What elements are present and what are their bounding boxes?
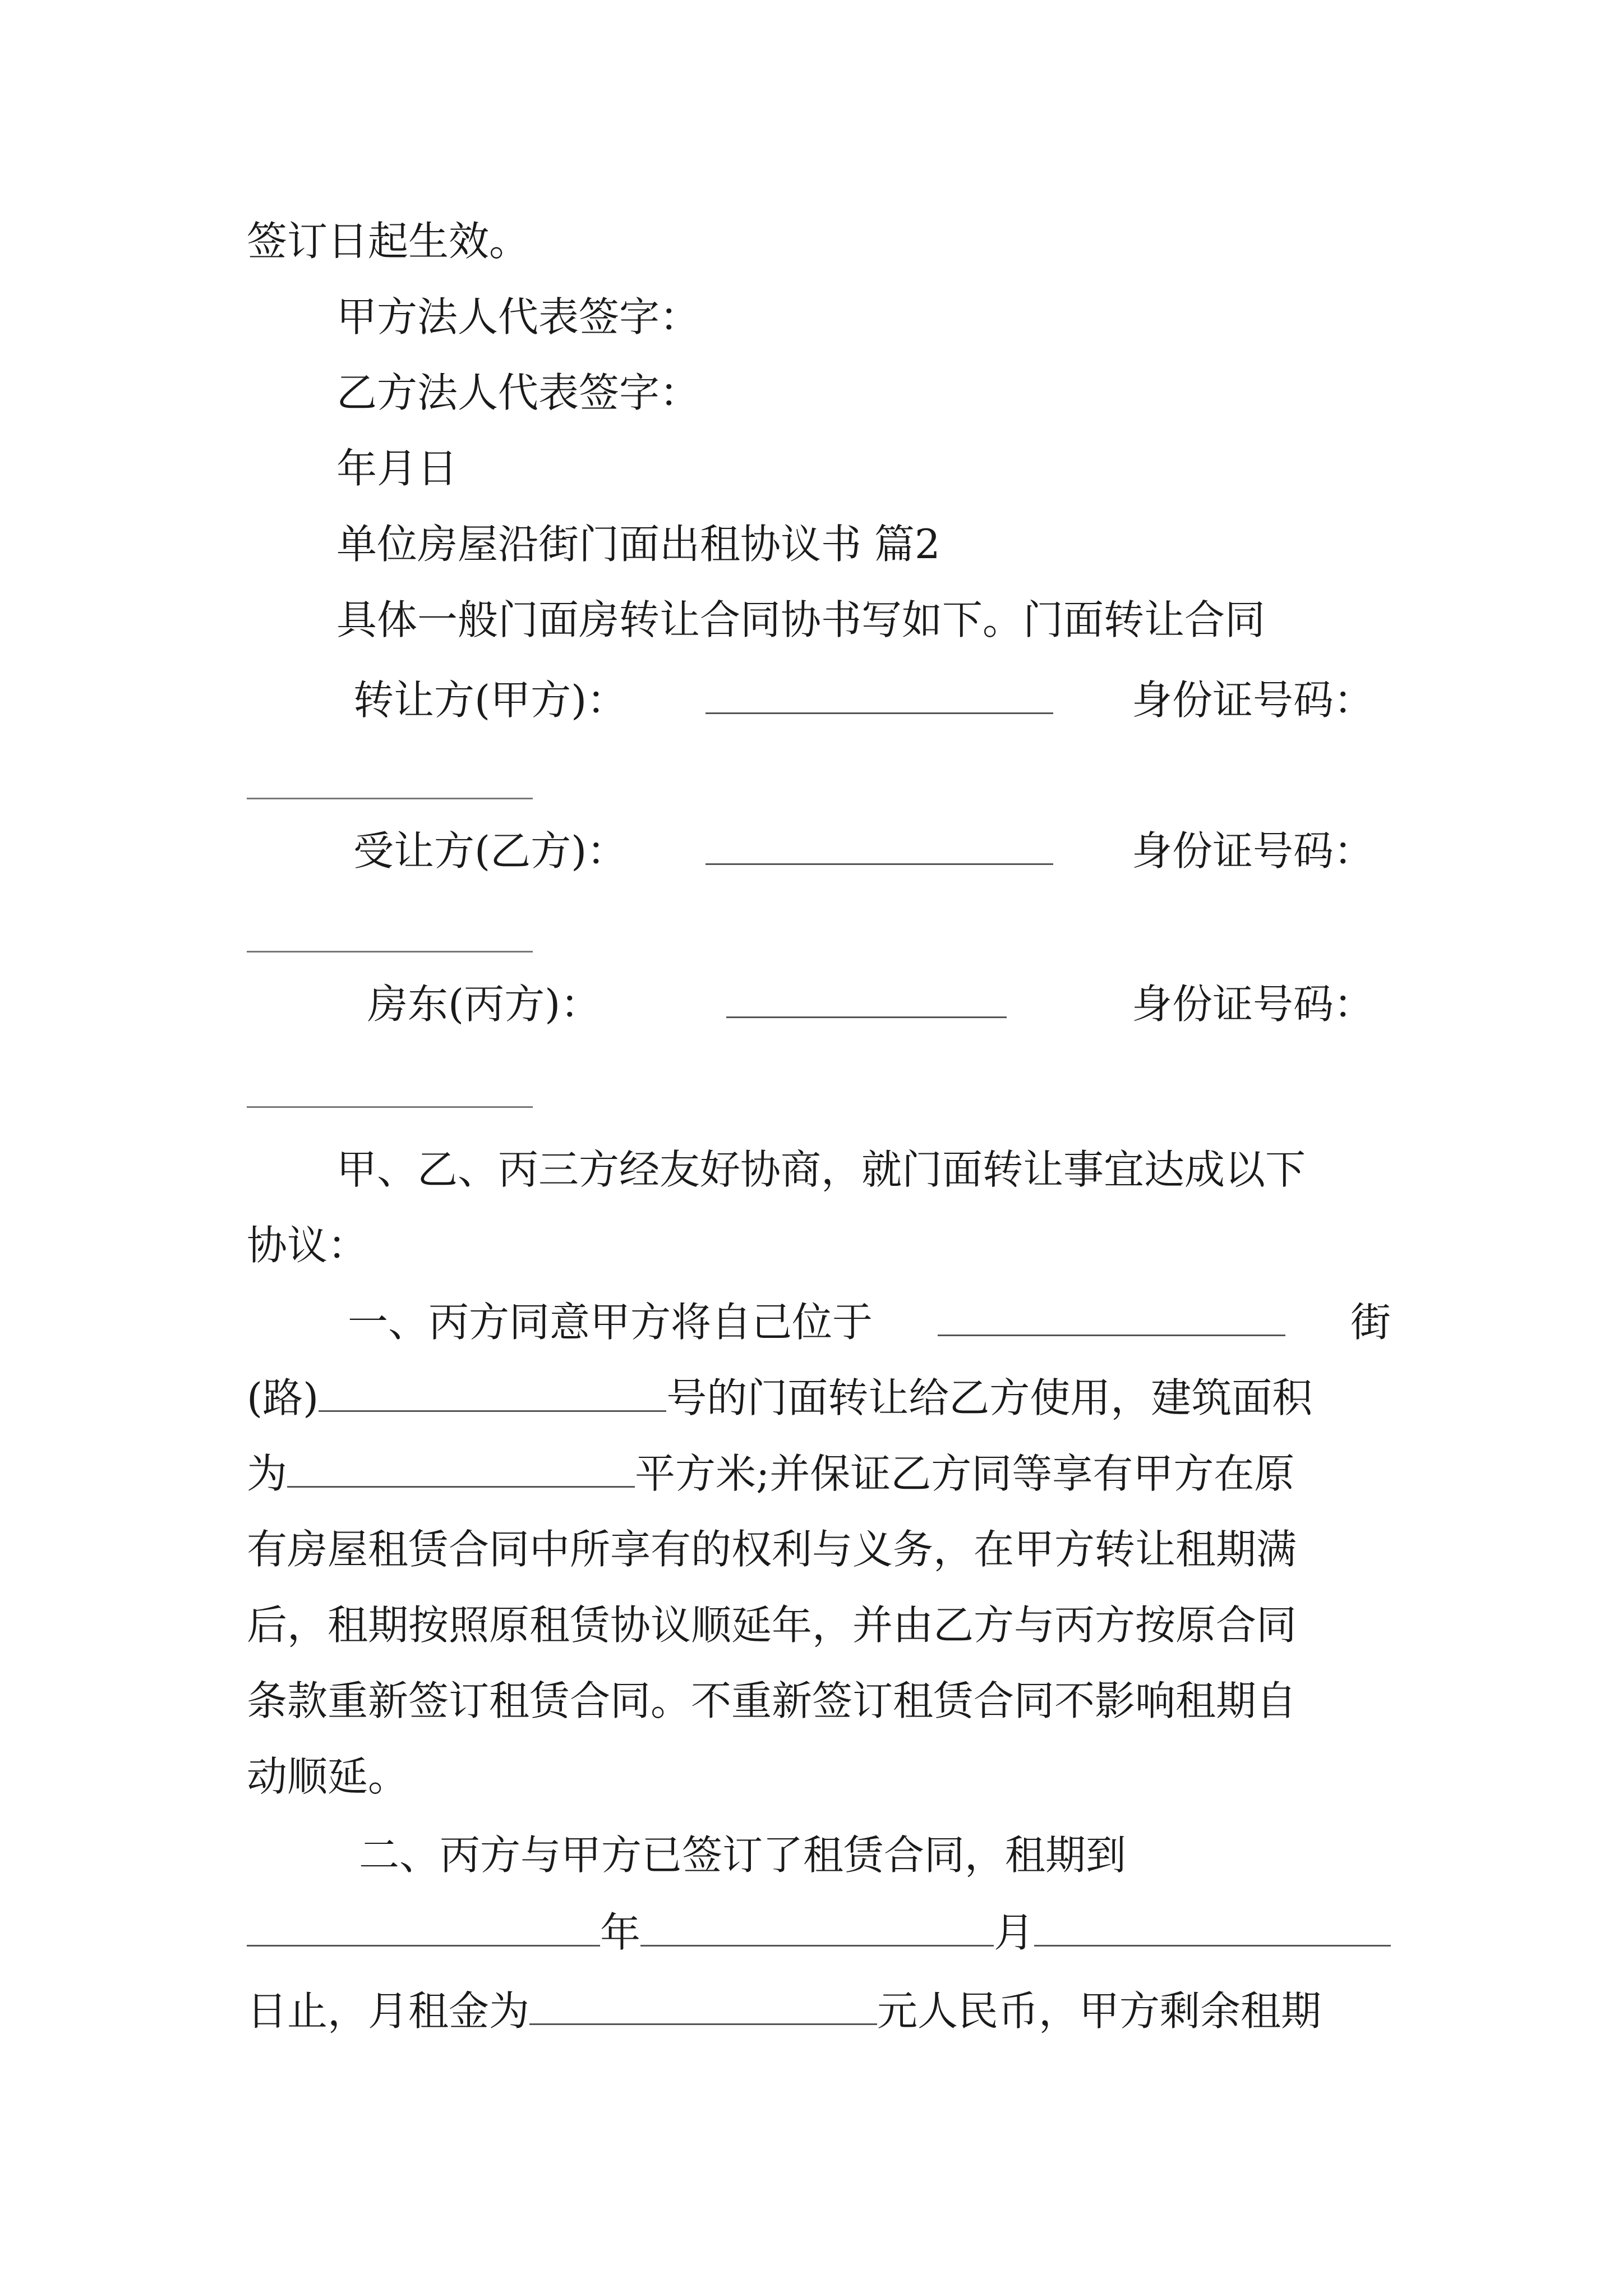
signature-line-party-a: 甲方法人代表签字： <box>336 293 700 341</box>
clause-text: 平方米;并保证乙方同等享有甲方在原 <box>635 1450 1295 1497</box>
clause-2-line-1 <box>359 1830 1391 1880</box>
date-line: 年月日 <box>336 445 458 492</box>
clause-text: 为 <box>247 1450 288 1497</box>
text-line: 签订日起生效。 <box>247 218 530 265</box>
signature-line-party-b: 乙方法人代表签字： <box>336 369 700 416</box>
clause-1-line-2 <box>247 1373 1312 1423</box>
id-label: 身份证号码： <box>1131 677 1374 724</box>
clause-text: 年 <box>600 1909 641 1956</box>
year-blank <box>247 1910 600 1947</box>
clause-text: 号的门面转让给乙方使用，建筑面积 <box>666 1374 1313 1421</box>
id-label: 身份证号码： <box>1131 827 1374 875</box>
clause-text: 元人民币，甲方剩余租期 <box>877 1987 1322 2035</box>
clause-text: 日止，月租金为 <box>247 1987 530 2035</box>
transferor-label: 转让方(甲方)： <box>353 677 628 724</box>
clause-text: (路) <box>247 1374 319 1421</box>
clause-text: 一、丙方同意甲方将自己位于 <box>348 1299 873 1346</box>
area-blank <box>287 1451 635 1488</box>
transferee-line <box>353 826 1374 876</box>
transferee-name-blank <box>706 829 1053 865</box>
clause-1-line-6: 条款重新签订租赁合同。不重新签订租赁合同不影响租期自 <box>247 1677 1297 1724</box>
id-number-blank <box>247 798 533 799</box>
clause-text: 街 <box>1350 1299 1391 1346</box>
clause-2-line-2 <box>247 1907 1391 1958</box>
landlord-name-blank <box>726 982 1007 1018</box>
clause-text: 月 <box>994 1909 1035 1956</box>
clause-1-line-7: 动顺延。 <box>247 1753 409 1800</box>
landlord-label: 房东(丙方)： <box>367 981 601 1028</box>
clause-text: 二、丙方与甲方已签订了租赁合同，租期到 <box>359 1832 1127 1879</box>
transferee-label: 受让方(乙方)： <box>353 827 628 875</box>
paragraph-line: 协议： <box>247 1222 368 1269</box>
clause-1-line-4: 有房屋租赁合同中所享有的权利与义务，在甲方转让租期满 <box>247 1526 1297 1573</box>
id-number-blank <box>247 951 533 953</box>
clause-1-line-5: 后，租期按照原租赁协议顺延年，并由乙方与丙方按原合同 <box>247 1602 1297 1649</box>
month-blank <box>640 1910 994 1947</box>
paragraph-line: 甲、乙、丙三方经友好协商，就门面转让事宜达成以下 <box>336 1146 1306 1193</box>
clause-2-line-3 <box>247 1986 1321 2036</box>
transferor-line <box>353 675 1374 725</box>
id-number-blank <box>247 1106 533 1108</box>
id-label: 身份证号码： <box>1131 981 1374 1028</box>
street-blank <box>938 1300 1285 1336</box>
rent-blank <box>529 1989 877 2025</box>
number-blank <box>319 1375 666 1412</box>
day-blank <box>1034 1910 1391 1947</box>
clause-1-line-1 <box>348 1297 1391 1347</box>
clause-1-line-3 <box>247 1448 1294 1499</box>
text-line: 具体一般门面房转让合同协书写如下。门面转让合同 <box>336 596 1266 643</box>
landlord-line <box>367 979 1374 1029</box>
transferor-name-blank <box>706 678 1053 714</box>
section-title: 单位房屋沿街门面出租协议书 篇2 <box>336 521 940 568</box>
